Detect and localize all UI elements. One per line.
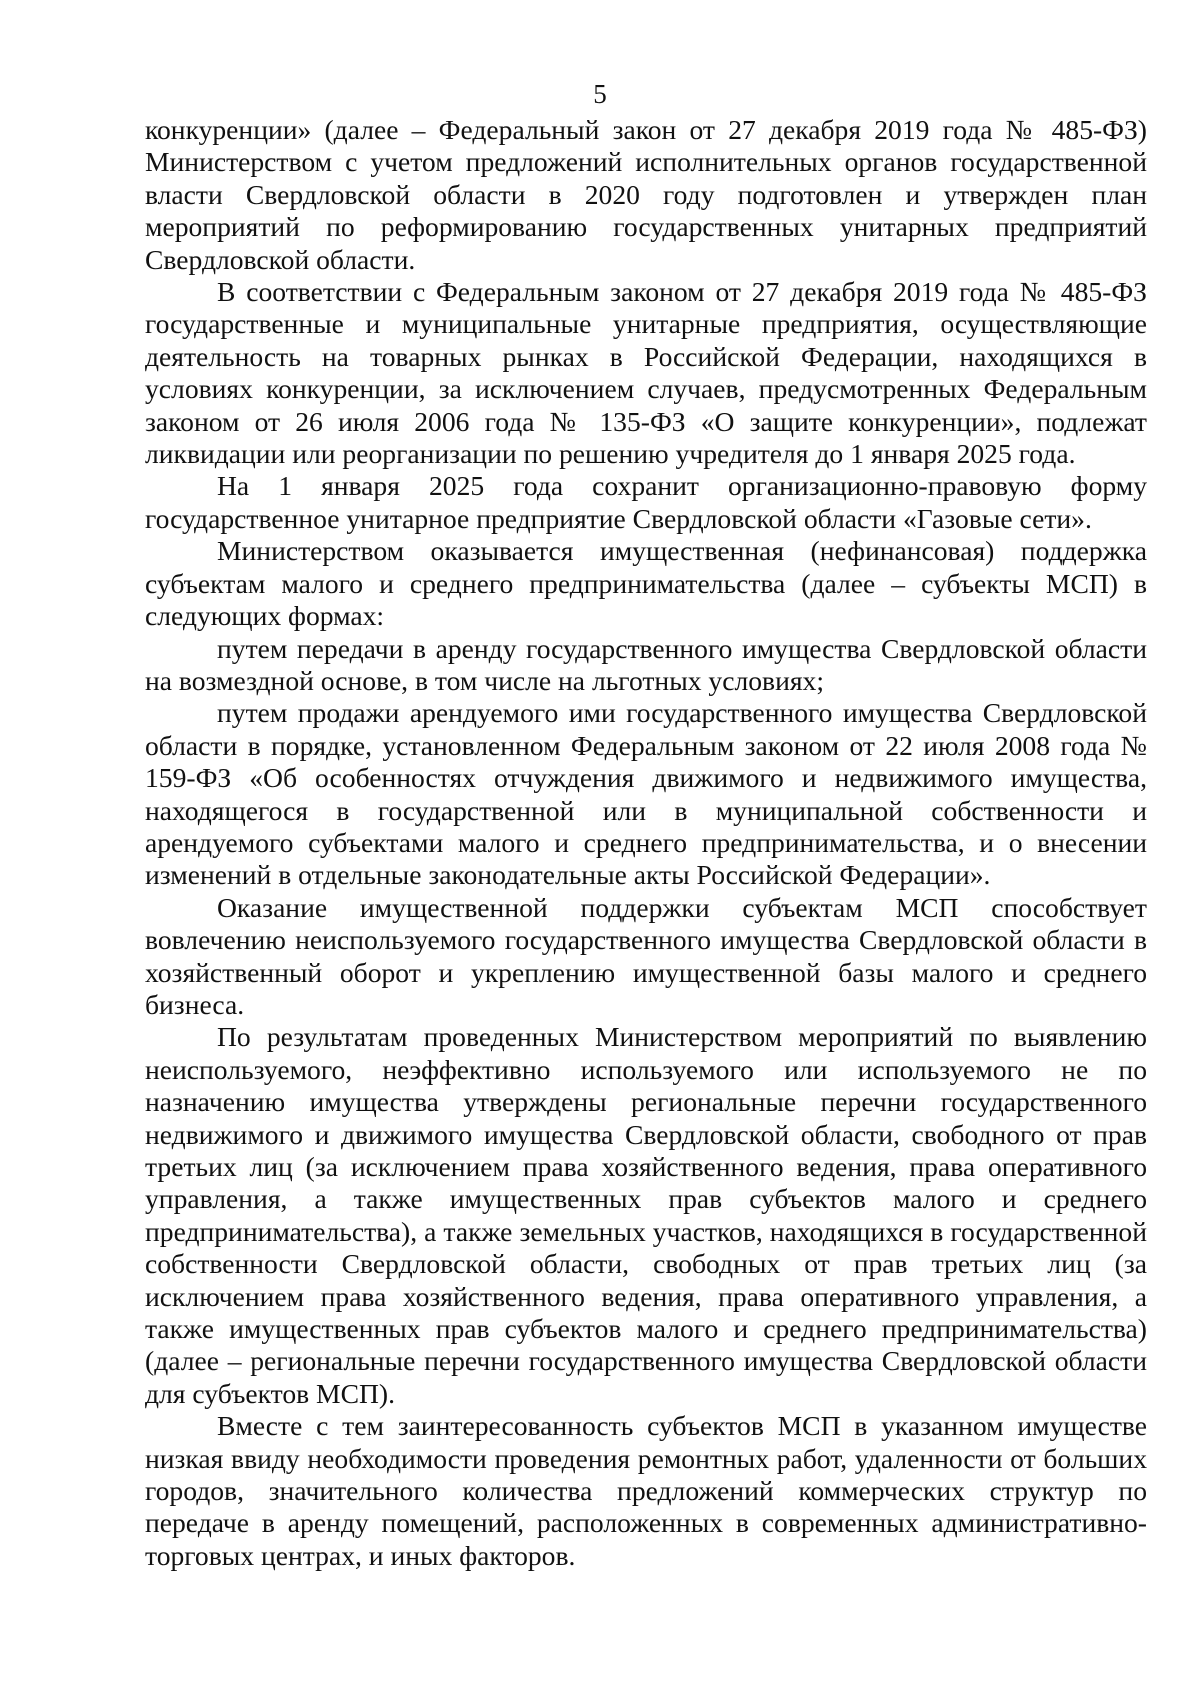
page-number: 5 [593, 79, 607, 109]
paragraph-continuation: конкуренции» (далее – Федеральный закон от 27 декабря 2019 года № 485-ФЗ) Министерством с учетом предложений исполнительных органов государственной власти Свердловской области в 2020 году подготовлен и утвержден план мероприятий по реформированию государственных унитарных предприятий Свердловской области. [145, 114, 1147, 275]
document-body [145, 114, 1147, 1572]
paragraph: Вместе с тем заинтересованность субъектов МСП в указанном имуществе низкая ввиду необходимости проведения ремонтных работ, удаленности от больших городов, значительного количества предложений коммерческих структур по передаче в аренду помещений, расположенных в современных административно-торговых центрах, и иных факторов. [145, 1410, 1147, 1571]
paragraph: В соответствии с Федеральным законом от 27 декабря 2019 года № 485-ФЗ государственные и муниципальные унитарные предприятия, осуществляющие деятельность на товарных рынках в Российской Федерации, находящихся в условиях конкуренции, за исключением случаев, предусмотренных Федеральным законом от 26 июля 2006 года № 135-ФЗ «О защите конкуренции», подлежат ликвидации или реорганизации по решению учредителя до 1 января 2025 года. [145, 276, 1147, 470]
paragraph: По результатам проведенных Министерством мероприятий по выявлению неиспользуемого, неэффективно используемого или используемого не по назначению имущества утверждены региональные перечни государственного недвижимого и движимого имущества Свердловской области, свободного от прав третьих лиц (за исключением права хозяйственного ведения, права оперативного управления, а также имущественных прав субъектов малого и среднего предпринимательства), а также земельных участков, находящихся в государственной собственности Свердловской области, свободных от прав третьих лиц (за исключением права хозяйственного ведения, права оперативного управления, а также имущественных прав субъектов малого и среднего предпринимательства) (далее – региональные перечни государственного имущества Свердловской области для субъектов МСП). [145, 1021, 1147, 1409]
paragraph: Министерством оказывается имущественная (нефинансовая) поддержка субъектам малого и среднего предпринимательства (далее – субъекты МСП) в следующих формах: [145, 535, 1147, 632]
list-item-paragraph: путем передачи в аренду государственного имущества Свердловской области на возмездной основе, в том числе на льготных условиях; [145, 632, 1147, 696]
paragraph: Оказание имущественной поддержки субъектам МСП способствует вовлечению неиспользуемого государственного имущества Свердловской области в хозяйственный оборот и укреплению имущественной базы малого и среднего бизнеса. [145, 891, 1147, 1020]
paragraph: На 1 января 2025 года сохранит организационно-правовую форму государственное унитарное предприятие Свердловской области «Газовые сети». [145, 470, 1147, 534]
list-item-paragraph: путем продажи арендуемого ими государственного имущества Свердловской области в порядке, установленном Федеральным законом от 22 июля 2008 года № 159-ФЗ «Об особенностях отчуждения движимого и недвижимого имущества, находящегося в государственной или в муниципальной собственности и арендуемого субъектами малого и среднего предпринимательства, и о внесении изменений в отдельные законодательные акты Российской Федерации». [145, 697, 1147, 891]
